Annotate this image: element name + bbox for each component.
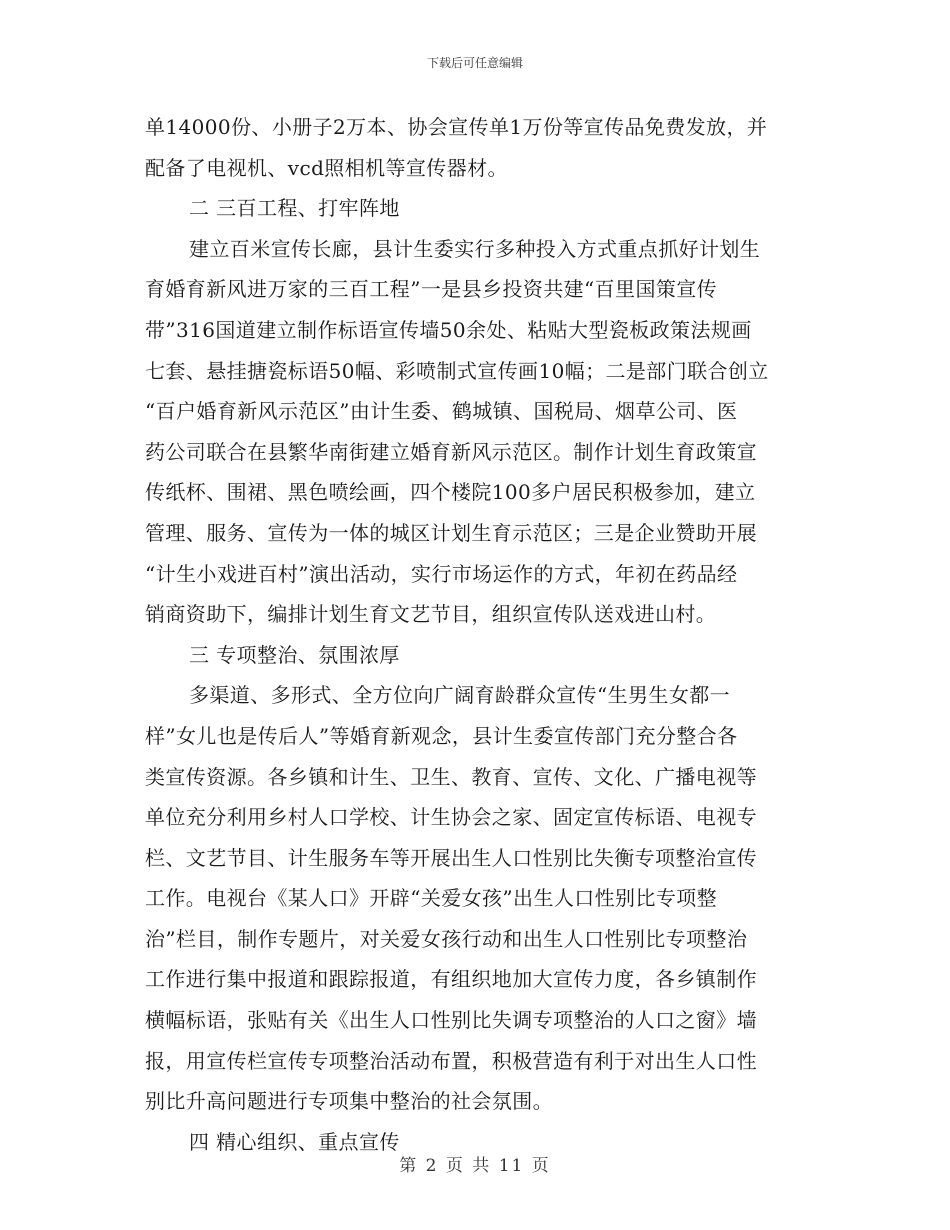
page-header: 下载后可任意编辑 [426, 56, 523, 70]
body-line: 横幅标语，张贴有关《出生人口性别比失调专项整治的人口之窗》墙 [145, 1008, 757, 1033]
body-line: 七套、悬挂搪瓷标语50幅、彩喷制式宣传画10幅；二是部门联合创立 [145, 358, 769, 383]
body-line: 栏、文艺节目、计生服务车等开展出生人口性别比失衡专项整治宣传 [145, 845, 757, 870]
body-line: 育婚育新风进万家的三百工程”一是县乡投资共建“百里国策宣传 [145, 277, 718, 302]
body-line: 工作。电视台《某人口》开辟“关爱女孩”出生人口性别比专项整 [145, 886, 718, 911]
body-line: 别比升高问题进行专项集中整治的社会氛围。 [145, 1089, 553, 1114]
body-line: 单位充分利用乡村人口学校、计生协会之家、固定宣传标语、电视专 [145, 805, 757, 830]
body-line: 样”女儿也是传后人”等婚育新观念，县计生委宣传部门充分整合各 [145, 723, 738, 748]
body-line: 建立百米宣传长廊，县计生委实行多种投入方式重点抓好计划生 [189, 236, 761, 261]
body-line: “百户婚育新风示范区”由计生委、鹤城镇、国税局、烟草公司、医 [145, 399, 738, 424]
body-line: 单14000份、小册子2万本、协会宣传单1万份等宣传品免费发放，并 [145, 115, 768, 139]
section-heading: 四 精心组织、重点宣传 [189, 1129, 400, 1154]
document-body [145, 107, 805, 1162]
body-line: 报，用宣传栏宣传专项整治活动布置，积极营造有利于对出生人口性 [145, 1048, 757, 1073]
section-heading: 三 专项整治、氛围浓厚 [189, 642, 400, 667]
body-line: 工作进行集中报道和跟踪报道，有组织地加大宣传力度，各乡镇制作 [145, 967, 757, 992]
body-line: 药公司联合在县繁华南街建立婚育新风示范区。制作计划生育政策宣 [145, 439, 757, 464]
body-line: 治”栏目，制作专题片，对关爱女孩行动和出生人口性别比专项整治 [145, 926, 748, 951]
body-line: “计生小戏进百村”演出活动，实行市场运作的方式，年初在药品经 [145, 561, 738, 586]
body-line: 类宣传资源。各乡镇和计生、卫生、教育、宣传、文化、广播电视等 [145, 764, 757, 789]
body-line: 传纸杯、围裙、黑色喷绘画，四个楼院100多户居民积极参加，建立 [145, 480, 756, 505]
body-line: 管理、服务、宣传为一体的城区计划生育示范区；三是企业赞助开展 [145, 520, 757, 545]
page-footer: 第 2 页 共 11 页 [399, 1156, 551, 1176]
body-line: 多渠道、多形式、全方位向广阔育龄群众宣传“生男生女都一 [189, 683, 731, 708]
body-line: 带”316国道建立制作标语宣传墙50余处、粘贴大型瓷板政策法规画 [145, 317, 752, 342]
body-line: 配备了电视机、vcd照相机等宣传器材。 [145, 155, 508, 180]
body-line: 销商资助下，编排计划生育文艺节目，组织宣传队送戏进山村。 [145, 602, 717, 627]
section-heading: 二 三百工程、打牢阵地 [189, 196, 400, 221]
